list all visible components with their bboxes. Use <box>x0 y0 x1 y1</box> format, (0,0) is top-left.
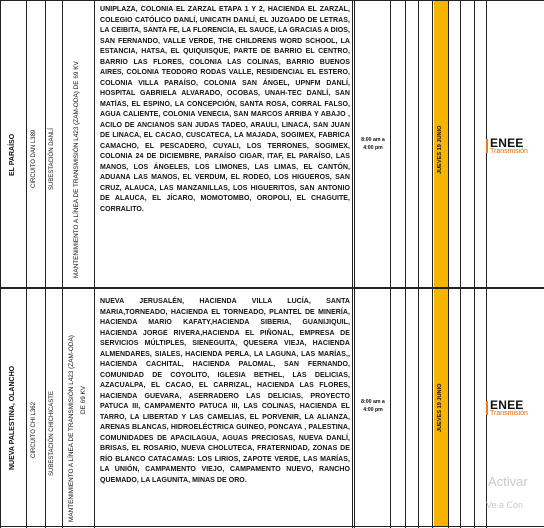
col-divider <box>352 0 353 528</box>
maintenance-description: MANTENIMIENTO A LÍNEA DE TRANSMISIÓN L423 (ZAM-ODA) DE 69 KV <box>73 61 80 278</box>
table-bottom-border <box>0 526 544 527</box>
time-end: 4:00 pm <box>363 407 383 413</box>
time-end: 4:00 pm <box>363 145 383 151</box>
col-divider <box>94 0 95 528</box>
outage-date: JUEVES 19 JUNIO <box>437 125 443 174</box>
outage-time <box>356 136 390 152</box>
substation-name: SUBESTACIÓN DANLÍ <box>49 128 55 190</box>
sector-name: EL PARAÍSO <box>9 133 16 176</box>
col-divider <box>486 0 487 528</box>
col-divider <box>460 0 461 528</box>
enee-logo <box>490 136 528 155</box>
col-divider <box>62 0 63 528</box>
col-divider <box>432 0 433 528</box>
outage-date: JUEVES 19 JUNIO <box>437 383 443 432</box>
activation-watermark: Activar <box>488 474 528 489</box>
time-start: 8:00 am a <box>361 399 385 405</box>
maintenance-description: MANTENIMIENTO A LÍNEA DE TRANSMISIÓN L423 (ZAM-ODA) <box>68 335 75 522</box>
maintenance-description-voltage: DE 69 KV <box>80 385 87 414</box>
activation-watermark-sub: Ve a Con <box>486 500 524 510</box>
col-divider <box>0 0 1 528</box>
col-divider <box>26 0 27 528</box>
logo-accent-bar <box>486 139 488 153</box>
logo-subtitle: Transmisión <box>490 410 528 417</box>
col-divider <box>354 0 355 528</box>
col-divider <box>418 0 419 528</box>
logo-subtitle: Transmisión <box>490 148 528 155</box>
col-divider <box>474 0 475 528</box>
circuit-name: CIRCUITO DAN L389 <box>31 129 37 188</box>
outage-time <box>356 398 390 414</box>
circuit-name: CIRCUITO CHI L362 <box>31 402 37 458</box>
row-divider <box>0 287 544 289</box>
logo-brand: ENEE <box>490 398 524 412</box>
col-divider <box>448 0 449 528</box>
table-top-border <box>0 0 544 1</box>
col-divider <box>45 0 46 528</box>
affected-areas: UNIPLAZA, COLONIA EL ZARZAL ETAPA 1 Y 2, HACIENDA EL ZARZAL, COLEGIO CATÓLICO DANLÍ, UNICATH DANLÍ, EL JUZGADO DE LETRAS, LA CEIBITA, SANTA FE, LA FLORENCIA, EL SAUCE, LA GRACIAS A DIOS, SAN FERNANDO, VALLE VERDE, THE CHILDRENS WORD SCHOOL, LA ESTANCIA, HATSA, EL QUIQUISQUE, PARTE DE BARRIO EL CENTRO, BARRIO LAS FLORES, COLONIA LAS COLINAS, BARRIO BUENOS AIRES, COLONIA TEODORO RODAS VALLE, RESIDENCIAL EL ESTERO, COLONIA VILLA PARAÍSO, COLONIA SAN ÁNGEL, UPNFM DANLÍ, HOSPITAL GABRIELA ALVARADO, OCOBAS, UNAH-TEC DANLÍ, SAN MATÍAS, EL ESPINO, LA CONCEPCIÓN, SANTA ROSA, CORRAL FALSO, AGUA CALIENTE, COLONIA VENECIA, SAN MARCOS ARRIBA Y ABAJO , ACILO DE ANCIANOS SAN JUDAS TADEO, ARAULI, LINACA, SAN JUAN DE LINACA, EL CACAO, CUSCATECA, LA MAJADA, SOGIMEX, FABRICA CAMACHO, EL PESCADERO, CUYALI, LOS TERRONES, SOGIMEX, COLONIA 24 DE DICIEMBRE, PARAÍSO CIGAR, ITAF, EL PARAÍSO, LAS MANOS, LOS ÁNGELES, LOS LIMONES, LAS LIMAS, EL CANTÓN, ADUANA LAS MANOS, EL VERDUM, EL RODEO, LOS HIGUEROS, SAN CRUZ, ALAUCA, LAS MANZANILLAS, LOS HIGUERITOS, SAN ANTONIO DE ALAUCA, EL JÍCARO, MOMOTOMBO, OROPOLI, EL CHAGUITE, CORRALITO. <box>100 6 350 213</box>
col-divider <box>405 0 406 528</box>
sector-name: NUEVA PALESTINA, OLANCHO <box>9 365 16 470</box>
enee-logo <box>490 398 528 417</box>
substation-name: SUBESTACIÓN CHICHICASTE <box>49 391 55 476</box>
time-start: 8:00 am a <box>361 137 385 143</box>
affected-areas: NUEVA JERUSALÉN, HACIENDA VILLA LUCÍA, SANTA MARIA,TORNEADO, HACIENDA EL TORNEADO, PLANTEL DE MINERÍA, HACIENDA MARIO KAFATY,HACIENDA SIBERIA, GUANIJIQUIL, HACIENDA JORGE RIVERA,HACIENDA EL PIÑONAL, EMPRESA DE SERVICIOS MÚLTIPLES, SIENEGUITA, QUESERA VIEJA, HACIENDA ALMENDARES, SIALES, HACIENDA PERLA, LA LAGUNA, LAS MARÍAS,, HACIENDA CACHITAL, HACIENDA PALOMAL, SAN FERNANDO, COMUNIDAD DE COYOLITO, IGLESIA BETHEL, LAS DELICIAS, AZACUALPA, EL CACAO, EL CARRIZAL, HACIENDA LAS FLORES, HACIENDA GUEVARA, ASERRADERO LAS DELICIAS, PROYECTO PATUCA III, CAMPAMENTO PATUCA III, LAS COLINAS, HACIENDA EL TARRO, LA LIBERTAD Y LAS CAMELIAS, EL PORVENIR, LA ALIANZA, ARENAS BLANCAS, HIDROELÉCTRICA GUINEO, PONCAYA , PALESTINA, COMUNIDADES DE APACILAGUA, AGUAS PRECIOSAS, NUEVA DANLÍ, BRISAS, EL ROSARIO, NUEVA CHOLUTECA, FRATERNIDAD, ZONAS DE RÍO BLANCO CATACAMAS: LOS LIRIOS, ZAPOTE VERDE, LAS MARÍAS, LA UNIÓN, CAMPAMENTO VIEJO, CAMPAMENTO NUEVO, RANCHO QUEMADO, LA LAGUNITA, MINAS DE ORO. <box>100 298 350 484</box>
logo-accent-bar <box>486 401 488 415</box>
col-divider <box>390 0 391 528</box>
logo-brand: ENEE <box>490 136 524 150</box>
